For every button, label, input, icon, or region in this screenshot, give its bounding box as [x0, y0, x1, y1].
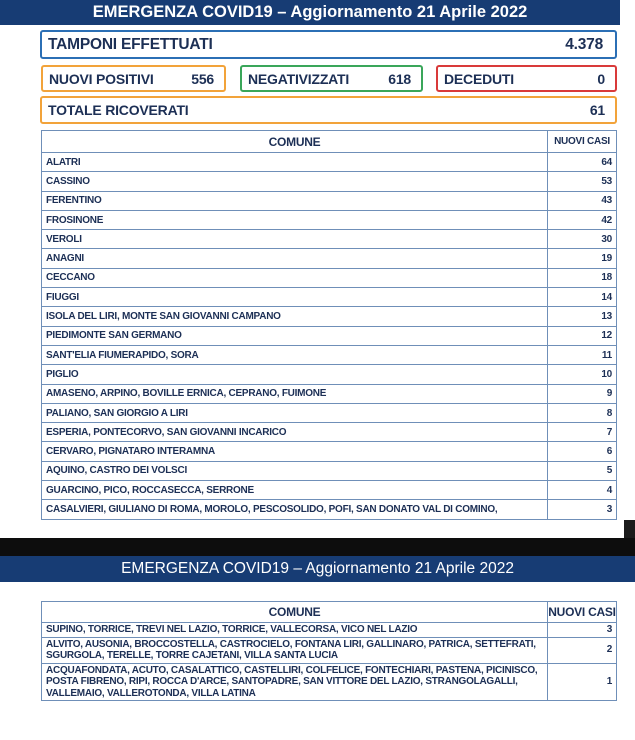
deceduti-label: DECEDUTI — [444, 70, 514, 87]
casi-cell: 10 — [548, 365, 617, 384]
table-row — [42, 307, 617, 326]
casi-cell: 9 — [548, 384, 617, 403]
negativizzati-value: 618 — [388, 70, 411, 87]
ricoverati-box — [40, 96, 617, 124]
negativizzati-label: NEGATIVIZZATI — [248, 70, 350, 87]
comune-cell: CERVARO, PIGNATARO INTERAMNA — [42, 442, 548, 461]
table-row — [42, 230, 617, 249]
casi-cell: 2 — [548, 637, 617, 663]
casi-cell: 42 — [548, 210, 617, 229]
casi-cell: 1 — [548, 663, 617, 701]
casi-cell: 64 — [548, 153, 617, 172]
casi-cell: 5 — [548, 461, 617, 480]
table-row — [42, 481, 617, 500]
casi-cell: 6 — [548, 442, 617, 461]
casi-cell: 4 — [548, 481, 617, 500]
comune-cell: ANAGNI — [42, 249, 548, 268]
comune-cell: PALIANO, SAN GIORGIO A LIRI — [42, 403, 548, 422]
table-row — [42, 345, 617, 364]
casi-cell: 7 — [548, 423, 617, 442]
casi-cell: 30 — [548, 230, 617, 249]
comune-cell: GUARCINO, PICO, ROCCASECCA, SERRONE — [42, 481, 548, 500]
table-row — [42, 637, 617, 663]
comune-cell: ALATRI — [42, 153, 548, 172]
table-row — [42, 663, 617, 701]
table-row — [42, 365, 617, 384]
ricoverati-label: TOTALE RICOVERATI — [48, 102, 189, 118]
tamponi-value: 4.378 — [565, 35, 603, 53]
table-row — [42, 153, 617, 172]
comune-cell: FIUGGI — [42, 288, 548, 307]
comune-cell: CASALVIERI, GIULIANO DI ROMA, MOROLO, PESCOSOLIDO, POFI, SAN DONATO VAL DI COMINO, — [42, 500, 548, 519]
casi-cell: 53 — [548, 172, 617, 191]
edge-strip — [620, 0, 635, 28]
comune-cell: ESPERIA, PONTECORVO, SAN GIOVANNI INCARICO — [42, 423, 548, 442]
table-row — [42, 191, 617, 210]
casi-cell: 12 — [548, 326, 617, 345]
table-row — [42, 500, 617, 519]
table-row — [42, 403, 617, 422]
ricoverati-value: 61 — [589, 102, 605, 118]
table-row — [42, 442, 617, 461]
table-row — [42, 623, 617, 638]
comune-cell: PIGLIO — [42, 365, 548, 384]
deceduti-value: 0 — [597, 70, 605, 87]
table-header-row — [42, 131, 617, 153]
positivi-value: 556 — [191, 70, 214, 87]
comune-cell: SANT'ELIA FIUMERAPIDO, SORA — [42, 345, 548, 364]
casi-cell: 18 — [548, 268, 617, 287]
comune-cell: CASSINO — [42, 172, 548, 191]
table-row — [42, 326, 617, 345]
comuni-table-body — [42, 153, 617, 520]
second-page-title: EMERGENZA COVID19 – Aggiornamento 21 Aprile 2022 — [121, 560, 514, 577]
table-row — [42, 423, 617, 442]
page-title-banner — [0, 0, 620, 25]
casi-cell: 43 — [548, 191, 617, 210]
table-row — [42, 210, 617, 229]
table-row — [42, 384, 617, 403]
casi-cell: 8 — [548, 403, 617, 422]
separator-strip — [0, 538, 635, 556]
table-row — [42, 172, 617, 191]
comune-cell: CECCANO — [42, 268, 548, 287]
table-header-row — [42, 602, 617, 623]
casi-cell: 3 — [548, 623, 617, 638]
table-row — [42, 461, 617, 480]
table-row — [42, 288, 617, 307]
tamponi-box — [40, 30, 617, 59]
casi-cell: 11 — [548, 345, 617, 364]
comune-cell: AMASENO, ARPINO, BOVILLE ERNICA, CEPRANO, FUIMONE — [42, 384, 548, 403]
casi-cell: 19 — [548, 249, 617, 268]
page-title: EMERGENZA COVID19 – Aggiornamento 21 Aprile 2022 — [92, 3, 528, 21]
comune-cell: FERENTINO — [42, 191, 548, 210]
comune-cell: ACQUAFONDATA, ACUTO, CASALATTICO, CASTELLIRI, COLFELICE, FONTECHIARI, PASTENA, PICINISCO, POSTA FIBRENO, RIPI, ROCCA D'ARCE, SANTOPADRE, SAN VITTORE DEL LAZIO, STRANGOLAGALLI, VALLEMAIO, VALLEROTONDA, VILLA LATINA — [42, 663, 548, 701]
comune-cell: VEROLI — [42, 230, 548, 249]
table-row — [42, 249, 617, 268]
col-comune-header: COMUNE — [42, 602, 548, 623]
table-row — [42, 268, 617, 287]
negativizzati-box — [240, 65, 423, 92]
casi-cell: 3 — [548, 500, 617, 519]
comune-cell: SUPINO, TORRICE, TREVI NEL LAZIO, TORRICE, VALLECORSA, VICO NEL LAZIO — [42, 623, 548, 638]
casi-cell: 13 — [548, 307, 617, 326]
comuni-table — [41, 130, 617, 520]
col-comune-header: COMUNE — [42, 131, 548, 153]
casi-cell: 14 — [548, 288, 617, 307]
edge-bar — [624, 520, 635, 538]
col-casi-header: NUOVI CASI — [548, 602, 617, 623]
col-casi-header: NUOVI CASI — [548, 131, 617, 153]
positivi-label: NUOVI POSITIVI — [49, 70, 154, 87]
comuni-table-2 — [41, 601, 617, 701]
deceduti-box — [436, 65, 617, 92]
second-title-banner — [0, 556, 635, 582]
comune-cell: FROSINONE — [42, 210, 548, 229]
comuni-table-2-body — [42, 623, 617, 701]
comune-cell: PIEDIMONTE SAN GERMANO — [42, 326, 548, 345]
comune-cell: AQUINO, CASTRO DEI VOLSCI — [42, 461, 548, 480]
tamponi-label: TAMPONI EFFETTUATI — [48, 35, 213, 53]
comune-cell: ALVITO, AUSONIA, BROCCOSTELLA, CASTROCIELO, FONTANA LIRI, GALLINARO, PATRICA, SETTEFRATI, SGURGOLA, TERELLE, TORRE CAJETANI, VILLA SANTA LUCIA — [42, 637, 548, 663]
comune-cell: ISOLA DEL LIRI, MONTE SAN GIOVANNI CAMPANO — [42, 307, 548, 326]
positivi-box — [41, 65, 226, 92]
